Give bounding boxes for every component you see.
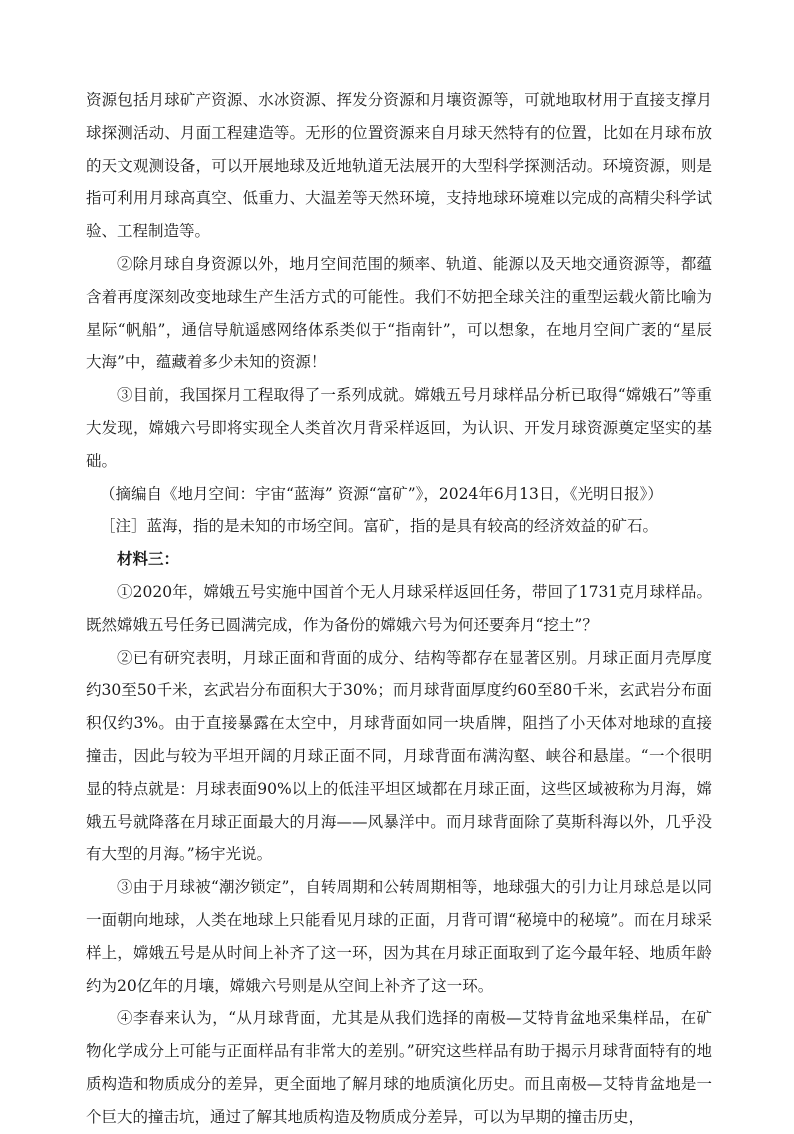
source-citation: （摘编自《地月空间：宇宙“蓝海” 资源“富矿”》，2024年6月13日，《光明日报》）	[100, 484, 663, 503]
footnote: ［注］蓝海，指的是未知的市场空间。富矿，指的是具有较高的经济效益的矿石。	[100, 517, 659, 536]
paragraph-m3-4: ④李春来认为，“从月球背面，尤其是从我们选择的南极—艾特肯盆地采集样品，在矿物化学成分上可能与正面样品有非常大的差别。”研究这些样品有助于揭示月球背面特有的地质构造和物质成分的差异，更全面地了解月球的地质演化历史。而且南极—艾特肯盆地是一个巨大的撞击坑，通过了解其地质构造及物质成分差异，可以为早期的撞击历史，	[86, 1009, 712, 1126]
paragraph-m3-3: ③由于月球被“潮汐锁定”，自转周期和公转周期相等，地球强大的引力让月球总是以同一面朝向地球，人类在地球上只能看见月球的正面，月背可谓“秘境中的秘境”。而在月球采样上，嫦娥五号是从时间上补齐了这一环，因为其在月球正面取到了迄今最年轻、地质年龄约为20亿年的月壤，嫦娥六号则是从空间上补齐了这一环。	[86, 878, 712, 995]
paragraph-m3-1: ①2020年，嫦娥五号实施中国首个无人月球采样返回任务，带回了1731克月球样品。既然嫦娥五号任务已圆满完成，作为备份的嫦娥六号为何还要奔月“挖土”？	[86, 582, 712, 634]
paragraph-2-earth-moon-space: ②除月球自身资源以外，地月空间范围的频率、轨道、能源以及天地交通资源等，都蕴含着再度深刻改变地球生产生活方式的可能性。我们不妨把全球关注的重型运载火箭比喻为星际“帆船”，通信导航遥感网络体系类似于“指南针”，可以想象，在地月空间广袤的“星辰大海”中，蕴藏着多少未知的资源！	[86, 254, 712, 372]
section-heading-material-3: 材料三：	[117, 549, 180, 569]
paragraph-resources-continued: 资源包括月球矿产资源、水冰资源、挥发分资源和月壤资源等，可就地取材用于直接支撑月球探测活动、月面工程建造等。无形的位置资源来自月球天然特有的位置，比如在月球布放的天文观测设备，可以开展地球及近地轨道无法展开的大型科学探测活动。环境资源，则是指可利用月球高真空、低重力、大温差等天然环境，支持地球环境难以完成的高精尖科学试验、工程制造等。	[86, 91, 712, 241]
paragraph-m3-2: ②已有研究表明，月球正面和背面的成分、结构等都存在显著区别。月球正面月壳厚度约30至50千米，玄武岩分布面积大于30%；而月球背面厚度约60至80千米，玄武岩分布面积仅约3%。由于直接暴露在太空中，月球背面如同一块盾牌，阻挡了小天体对地球的直接撞击，因此与较为平坦开阔的月球正面不同，月球背面布满沟壑、峡谷和悬崖。“一个很明显的特点就是：月球表面90%以上的低洼平坦区域都在月球正面，这些区域被称为月海，嫦娥五号就降落在月球正面最大的月海——风暴洋中。而月球背面除了莫斯科海以外，几乎没有大型的月海。”杨宇光说。	[86, 648, 712, 864]
paragraph-3-achievements: ③目前，我国探月工程取得了一系列成就。嫦娥五号月球样品分析已取得“嫦娥石”等重大发现，嫦娥六号即将实现全人类首次月背采样返回，为认识、开发月球资源奠定坚实的基础。	[86, 386, 712, 470]
document-page	[86, 84, 712, 1134]
